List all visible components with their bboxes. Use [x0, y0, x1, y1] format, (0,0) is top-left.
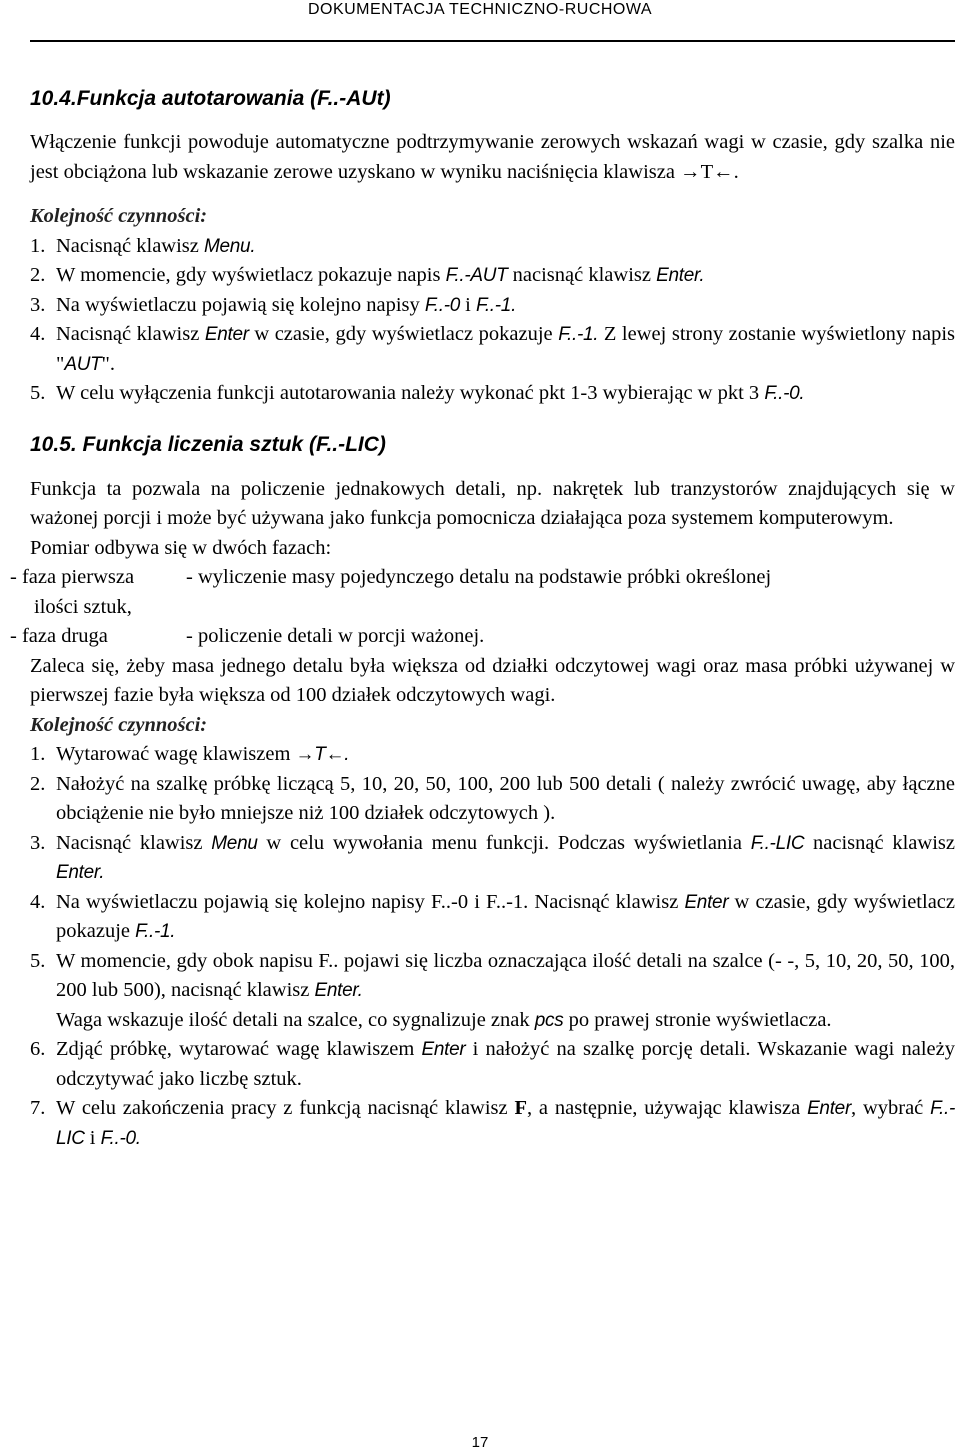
list-item	[30, 261, 955, 291]
step-number: 2.	[30, 772, 46, 795]
list-item	[30, 291, 955, 321]
key-label: F..-1.	[558, 324, 599, 345]
step-number: 3.	[30, 831, 46, 854]
step-text	[56, 1035, 955, 1094]
phase-two	[10, 622, 955, 652]
step-text-part: , wybrać	[850, 1097, 931, 1119]
header-rule	[30, 40, 955, 42]
key-label: F..-1.	[135, 921, 176, 942]
counting-steps-heading: Kolejność czynności:	[30, 713, 208, 736]
list-item	[30, 320, 955, 379]
section-title-counting: 10.5. Funkcja liczenia sztuk (F..-LIC)	[30, 432, 386, 456]
step-text-part: w celu wywołania menu funkcji. Podczas wyświetlania	[257, 831, 751, 854]
step-text-part: Nacisnąć klawisz	[56, 323, 205, 345]
step-text	[56, 291, 955, 321]
key-label: F..-1.	[475, 294, 517, 316]
step-text-part: W momencie, gdy obok napisu F.. pojawi się liczba oznaczająca ilość detali na szalce (- -, 5, 10, 20, 50, 100, 200 lub 500), nacisnąć klawisz	[56, 949, 955, 1001]
page-content	[10, 84, 956, 1153]
list-item	[30, 947, 955, 1036]
list-item	[30, 888, 955, 947]
step-text	[56, 888, 955, 947]
autotare-intro: Włączenie funkcji powoduje automatyczne podtrzymywanie zerowych wskazań wagi w czasie, gdy szalka nie jest obciążona lub wskazanie zerowe uzyskano w wyniku naciśnięcia klawisza →T←.	[30, 131, 955, 183]
step-text-part: w czasie, gdy wyświetlacz pokazuje	[248, 323, 559, 345]
step-text-part: i	[84, 1126, 101, 1149]
step-text-part: Nacisnąć klawisz	[56, 234, 204, 257]
step-text	[56, 379, 955, 409]
step-text-part: w czasie, gdy wyświetlacz pokazuje	[56, 890, 955, 942]
key-label: Enter	[204, 324, 249, 345]
counting-intro: Funkcja ta pozwala na policzenie jednakowych detali, np. nakrętek lub tranzystorów znajdujących się w ważonej porcji i może być używana jako funkcja pomocnicza działająca poza systemem komputerowym.	[30, 477, 955, 529]
step-text-part: Nałożyć na szalkę próbkę liczącą 5, 10, 20, 50, 100, 200 lub 500 detali ( należy zwrócić uwagę, aby łączne obciążenie nie było mniejsze niż 100 działek odczytowych ).	[56, 772, 955, 824]
page-number: 17	[471, 1434, 489, 1451]
key-label: Menu	[211, 832, 258, 854]
key-label: →T←.	[295, 744, 350, 765]
step-text-part: Wytarować wagę klawiszem	[56, 743, 296, 765]
section-title-autotare: 10.4.Funkcja autotarowania (F..-AUt)	[30, 87, 391, 110]
step-number: 1.	[30, 234, 46, 257]
key-label: AUT	[64, 353, 102, 375]
step-number: 1.	[30, 743, 46, 765]
step-text-part: i	[460, 293, 476, 316]
step-text-part: Nacisnąć klawisz	[56, 831, 212, 854]
counting-steps-list	[30, 740, 955, 1153]
key-label: Enter	[684, 891, 729, 913]
step-text-part: W celu wyłączenia funkcji autotarowania należy wykonać pkt 1-3 wybierając w pkt 3	[56, 382, 765, 404]
document-header: DOKUMENTACJA TECHNICZNO-RUCHOWA	[307, 1, 653, 18]
key-label: pcs	[534, 1009, 564, 1031]
step-text	[56, 770, 955, 829]
phase-one-label: - faza pierwsza	[10, 566, 135, 588]
step-text-part: nacisnąć klawisz	[804, 831, 955, 854]
step-text	[56, 261, 955, 291]
list-item	[30, 770, 955, 829]
list-item	[30, 829, 955, 888]
step-text-part: Z lewej strony zostanie wyświetlony napis "	[56, 323, 955, 375]
step-extra	[56, 1006, 955, 1036]
step-number: 4.	[30, 323, 46, 345]
step-number: 2.	[30, 264, 46, 286]
key-label: F..-0	[424, 294, 461, 316]
phase-one-text: - wyliczenie masy pojedynczego detalu na podstawie próbki określonej	[186, 566, 772, 588]
step-number: 4.	[30, 890, 46, 913]
list-item	[30, 379, 955, 409]
step-number: 6.	[30, 1038, 46, 1060]
step-text-part: ".	[101, 352, 115, 375]
key-label: Menu.	[204, 235, 256, 257]
list-item	[30, 740, 955, 770]
counting-note: Zaleca się, żeby masa jednego detalu była większa od działki odczytowej wagi oraz masa próbki używanej w pierwszej fazie była większa od 100 działek odczytowych wagi.	[30, 654, 955, 706]
step-number: 5.	[30, 949, 46, 972]
step-text	[56, 740, 955, 770]
step-text	[56, 947, 955, 1036]
step-text-part: po prawej stronie wyświetlacza.	[563, 1008, 832, 1031]
step-text-part: W celu zakończenia pracy z funkcją nacisnąć klawisz	[56, 1097, 515, 1119]
step-text	[56, 1094, 955, 1153]
step-text-part: Na wyświetlaczu pojawią się kolejno napisy	[56, 293, 425, 316]
key-label: F..-LIC	[750, 832, 805, 854]
list-item	[30, 232, 955, 262]
phase-two-text: - policzenie detali w porcji ważonej.	[186, 625, 485, 647]
step-text-part: W momencie, gdy wyświetlacz pokazuje napis	[56, 264, 446, 286]
phase-one-continuation: ilości sztuk,	[34, 595, 132, 618]
step-number: 5.	[30, 382, 46, 404]
key-label: Enter	[807, 1098, 851, 1119]
key-label: F..-0.	[764, 383, 805, 404]
step-text-part: nacisnąć klawisz	[507, 264, 657, 286]
step-number: 3.	[30, 293, 46, 316]
phases-intro: Pomiar odbywa się w dwóch fazach:	[30, 536, 332, 559]
key-label: Enter.	[56, 862, 105, 883]
list-item	[30, 1094, 955, 1153]
step-text-part: , a następnie, używając klawisza	[526, 1097, 808, 1119]
key-label: F..-0.	[100, 1127, 141, 1149]
step-text-part: Zdjąć próbkę, wytarować wagę klawiszem	[56, 1038, 422, 1060]
key-label: Enter	[421, 1039, 466, 1060]
key-label: Enter.	[656, 265, 705, 286]
step-text	[56, 829, 955, 888]
key-label: F	[514, 1097, 527, 1119]
autotare-steps-list	[30, 232, 955, 409]
step-number: 7.	[30, 1097, 46, 1119]
step-text-part: Na wyświetlaczu pojawią się kolejno napisy F..-0 i F..-1. Nacisnąć klawisz	[56, 890, 685, 913]
list-item	[30, 1035, 955, 1094]
step-text	[56, 232, 955, 262]
key-label: F..-AUT	[445, 265, 508, 286]
key-label: Enter.	[314, 980, 363, 1001]
autotare-steps-heading: Kolejność czynności:	[30, 205, 208, 227]
step-text-part: Waga wskazuje ilość detali na szalce, co sygnalizuje znak	[56, 1008, 535, 1031]
phase-two-label: - faza druga	[10, 625, 108, 647]
step-text-part: i nałożyć na szalkę porcję detali. Wskazanie wagi należy odczytywać jako liczbę sztuk.	[56, 1038, 956, 1090]
step-text	[56, 320, 955, 379]
phase-one	[10, 563, 955, 593]
key-label: F..-LIC	[56, 1098, 955, 1149]
